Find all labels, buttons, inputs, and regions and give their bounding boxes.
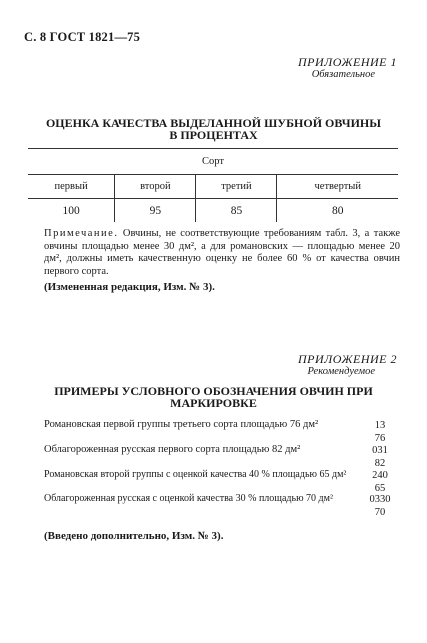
grade-table-group-header: Сорт xyxy=(28,149,398,175)
grade-value-cell: 100 xyxy=(62,204,80,217)
example-code-bottom: 76 xyxy=(374,433,386,444)
appendix-2-subtitle: Рекомендуемое xyxy=(307,366,375,377)
appendix-1-heading-line-2: В ПРОЦЕНТАХ xyxy=(169,128,258,142)
example-code-bottom: 65 xyxy=(374,483,386,494)
example-code-bottom: 82 xyxy=(374,458,386,469)
example-code-top: 240 xyxy=(372,470,388,481)
grade-value-cell: 95 xyxy=(115,199,196,223)
note-text: Овчины, не соответствующие требованиям табл. 3, а также овчины площадью менее 30 дм², а для романовских — площадью менее 20 дм², должны иметь качественную оценку не более 60 % от качества овчин первого сорта. xyxy=(44,228,400,277)
revision-note: (Измененная редакция, Изм. № 3). xyxy=(44,281,215,294)
example-code-bottom: 70 xyxy=(374,507,386,518)
example-text: Романовская первой группы третьего сорта площадью 76 дм² xyxy=(44,419,319,430)
example-code xyxy=(360,444,400,470)
grade-table xyxy=(28,148,398,222)
grade-column-header: четвертый xyxy=(277,175,398,199)
grade-column-header: второй xyxy=(115,175,196,199)
example-code-top: 0330 xyxy=(369,494,391,505)
note-label: Примечание. xyxy=(44,228,119,239)
example-text: Облагороженная русская с оценкой качества 30 % площадью 70 дм² xyxy=(44,493,333,504)
page-header: С. 8 ГОСТ 1821—75 xyxy=(24,30,141,44)
grade-column-header: первый xyxy=(28,175,115,199)
example-text: Облагороженная русская первого сорта площадью 82 дм² xyxy=(44,444,301,455)
introduced-note: (Введено дополнительно, Изм. № 3). xyxy=(44,530,224,542)
example-code xyxy=(360,493,400,519)
appendix-1-title: ПРИЛОЖЕНИЕ 1 xyxy=(298,55,397,69)
appendix-2-heading-line-1: ПРИМЕРЫ УСЛОВНОГО ОБОЗНАЧЕНИЯ ОВЧИН ПРИ xyxy=(54,384,373,398)
grade-column-header: третий xyxy=(196,175,277,199)
example-code xyxy=(360,469,400,495)
grade-value-cell: 85 xyxy=(196,199,277,223)
appendix-1-heading-line-1: ОЦЕНКА КАЧЕСТВА ВЫДЕЛАННОЙ ШУБНОЙ ОВЧИНЫ xyxy=(45,116,382,130)
grade-value-cell: 80 xyxy=(277,199,398,223)
example-text: Романовская второй группы с оценкой качества 40 % площадью 65 дм² xyxy=(44,469,347,480)
appendix-2-title: ПРИЛОЖЕНИЕ 2 xyxy=(298,352,397,366)
appendix-2-heading-line-2: МАРКИРОВКЕ xyxy=(170,396,257,410)
table-note xyxy=(44,228,400,294)
example-code-top: 031 xyxy=(372,445,388,456)
example-code xyxy=(360,419,400,445)
appendix-1-subtitle: Обязательное xyxy=(311,69,375,80)
example-code-top: 13 xyxy=(374,420,386,431)
